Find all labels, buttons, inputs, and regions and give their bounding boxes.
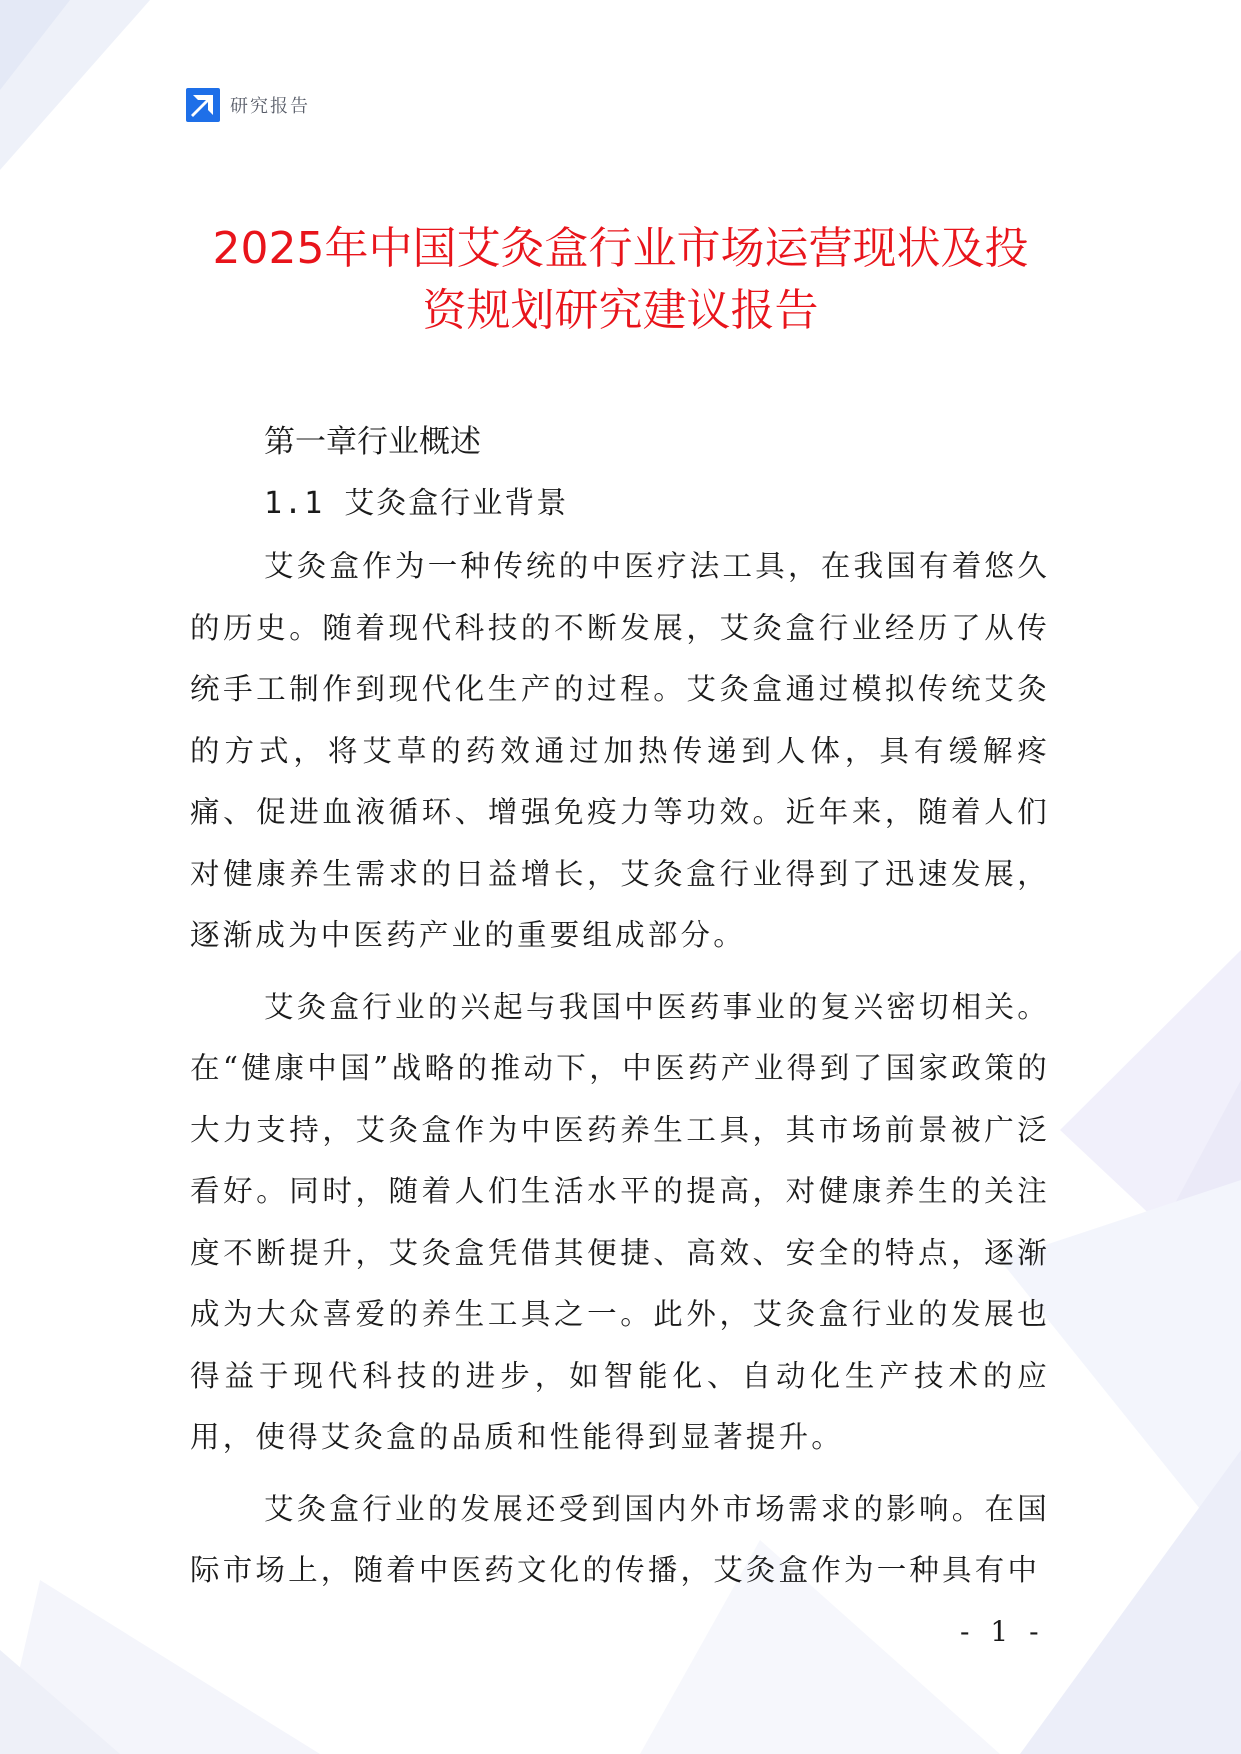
- title-line-2: 资规划研究建议报告: [422, 285, 819, 336]
- report-title: [150, 218, 1091, 342]
- title-line-1: 2025年中国艾灸盒行业市场运营现状及投: [212, 223, 1029, 274]
- report-header: [186, 88, 310, 122]
- arrow-up-right-icon: [186, 88, 220, 122]
- paragraph: 艾灸盒作为一种传统的中医疗法工具，在我国有着悠久的历史。随着现代科技的不断发展，艾灸盒行业经历了从传统手工制作到现代化生产的过程。艾灸盒通过模拟传统艾灸的方式，将艾草的药效通过加热传递到人体，具有缓解疼痛、促进血液循环、增强免疫力等功效。近年来，随着人们对健康养生需求的日益增长，艾灸盒行业得到了迅速发展，逐渐成为中医药产业的重要组成部分。: [190, 549, 1050, 952]
- header-label: 研究报告: [230, 96, 310, 117]
- document-body: [190, 420, 1050, 1602]
- chapter-heading: 第一章行业概述: [264, 424, 481, 460]
- section-heading: 1.1 艾灸盒行业背景: [264, 486, 569, 521]
- paragraph: 艾灸盒行业的兴起与我国中医药事业的复兴密切相关。在“健康中国”战略的推动下，中医药产业得到了国家政策的大力支持，艾灸盒作为中医药养生工具，其市场前景被广泛看好。同时，随着人们生活水平的提高，对健康养生的关注度不断提升，艾灸盒凭借其便捷、高效、安全的特点，逐渐成为大众喜爱的养生工具之一。此外，艾灸盒行业的发展也得益于现代科技的进步，如智能化、自动化生产技术的应用，使得艾灸盒的品质和性能得到显著提升。: [190, 989, 1050, 1454]
- paragraph: 艾灸盒行业的发展还受到国内外市场需求的影响。在国际市场上，随着中医药文化的传播，艾灸盒作为一种具有中: [190, 1491, 1050, 1587]
- page-number: - 1 -: [960, 1615, 1045, 1648]
